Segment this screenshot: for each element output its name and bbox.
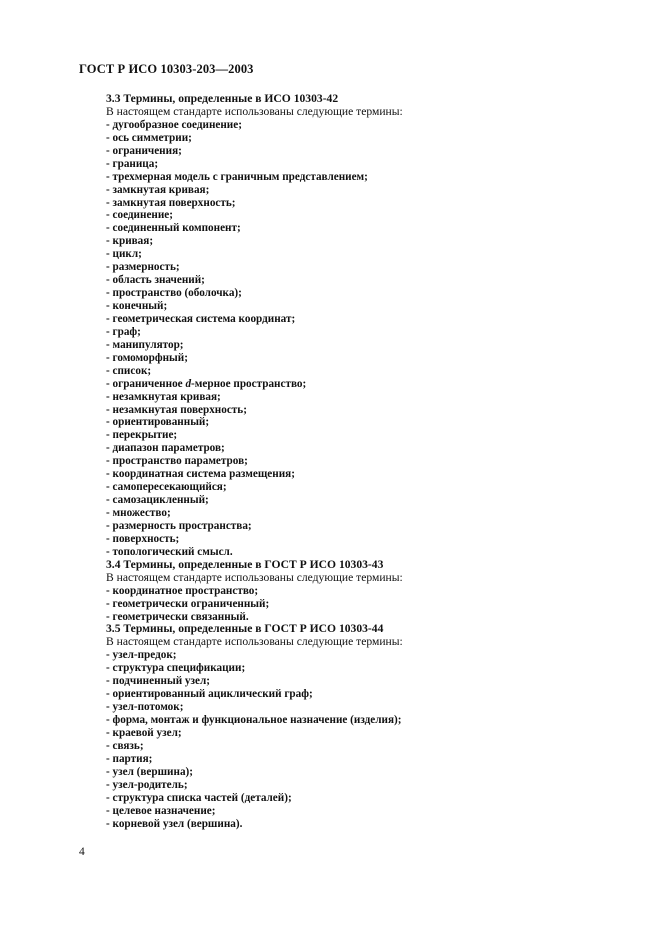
- document-header: ГОСТ Р ИСО 10303-203—2003: [79, 62, 254, 76]
- term-item: - гомоморфный;: [106, 351, 188, 364]
- term-item: - краевой узел;: [106, 726, 182, 739]
- term-item: - геометрическая система координат;: [106, 312, 296, 325]
- section-3-3: [106, 93, 606, 559]
- term-item: - структура списка частей (деталей);: [106, 791, 292, 804]
- section-intro: В настоящем стандарте использованы следующие термины:: [106, 104, 403, 118]
- term-item: - топологический смысл.: [106, 545, 233, 558]
- term-item: - структура спецификации;: [106, 662, 246, 675]
- term-item: - ориентированный ациклический граф;: [106, 688, 313, 701]
- term-item: - координатная система размещения;: [106, 468, 295, 481]
- section-3-4: [106, 559, 606, 624]
- term-item: - ориентированный;: [106, 416, 210, 429]
- term-item: - связь;: [106, 739, 144, 752]
- term-item: - замкнутая кривая;: [106, 183, 210, 196]
- term-item: - геометрически связанный.: [106, 610, 249, 623]
- section-intro: В настоящем стандарте использованы следующие термины:: [106, 635, 403, 649]
- term-item: - ограниченное d-мерное пространство;: [106, 377, 307, 390]
- term-item: - цикл;: [106, 248, 142, 261]
- term-item: - узел-родитель;: [106, 778, 188, 791]
- term-item: - незамкнутая кривая;: [106, 390, 221, 403]
- page-number: 4: [79, 846, 85, 858]
- term-item: - конечный;: [106, 300, 168, 312]
- term-item: - трехмерная модель с граничным представлением;: [106, 170, 368, 183]
- term-item: - ось симметрии;: [106, 131, 192, 144]
- term-item: - замкнутая поверхность;: [106, 196, 236, 209]
- term-item: - партия;: [106, 752, 153, 765]
- section-heading: 3.3 Термины, определенные в ИСО 10303-42: [106, 92, 339, 105]
- term-list: [106, 585, 606, 624]
- term-item: - узел-потомок;: [106, 701, 184, 714]
- term-item: - размерность;: [106, 261, 180, 274]
- section-heading: 3.4 Термины, определенные в ГОСТ Р ИСО 10303-43: [106, 557, 384, 571]
- term-item: - манипулятор;: [106, 338, 184, 351]
- term-item: - форма, монтаж и функциональное назначение (изделия);: [106, 714, 402, 726]
- section-3-5: [106, 623, 606, 830]
- term-item: - координатное пространство;: [106, 584, 259, 597]
- section-intro: В настоящем стандарте использованы следующие термины:: [106, 570, 403, 584]
- term-item: - соединение;: [106, 209, 173, 222]
- term-item: - незамкнутая поверхность;: [106, 403, 247, 416]
- term-item: - граница;: [106, 157, 159, 170]
- term-item: - пространство (оболочка);: [106, 287, 242, 300]
- term-item: - диапазон параметров;: [106, 442, 225, 455]
- term-item: - дугообразное соединение;: [106, 118, 242, 131]
- term-item: - пространство параметров;: [106, 455, 248, 468]
- term-item: - соединенный компонент;: [106, 222, 241, 235]
- term-item: - список;: [106, 364, 152, 377]
- term-item: - корневой узел (вершина).: [106, 817, 243, 830]
- term-item: - поверхность;: [106, 532, 180, 545]
- term-item: - область значений;: [106, 274, 205, 287]
- term-item: - узел (вершина);: [106, 765, 193, 778]
- term-item: - геометрически ограниченный;: [106, 597, 270, 610]
- term-item: - целевое назначение;: [106, 804, 216, 817]
- term-item: - самопересекающийся;: [106, 481, 227, 494]
- term-item: - ограничения;: [106, 144, 182, 157]
- section-heading: 3.5 Термины, определенные в ГОСТ Р ИСО 10303-44: [106, 622, 384, 636]
- term-item: - самозацикленный;: [106, 494, 209, 507]
- term-list: [106, 119, 606, 559]
- term-item: - граф;: [106, 325, 141, 338]
- term-item: - размерность пространства;: [106, 519, 252, 532]
- term-item: - кривая;: [106, 235, 154, 248]
- term-item: - перекрытие;: [106, 429, 178, 442]
- italic-variable: d: [185, 377, 192, 390]
- term-item: - подчиненный узел;: [106, 675, 210, 688]
- term-item: - узел-предок;: [106, 649, 177, 662]
- term-item: - множество;: [106, 507, 171, 519]
- term-list: [106, 649, 606, 830]
- document-body: [106, 93, 606, 830]
